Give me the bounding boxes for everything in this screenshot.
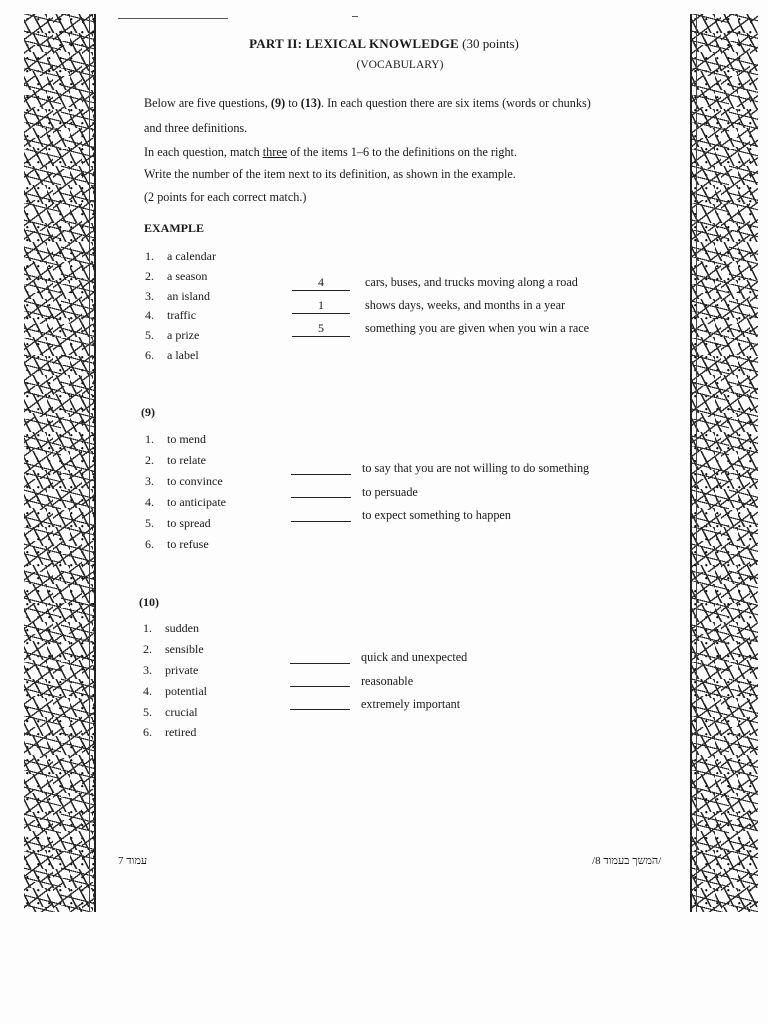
list-item <box>145 249 216 264</box>
list-item <box>143 684 207 699</box>
list-item <box>143 642 204 657</box>
definition-text: to persuade <box>362 485 418 499</box>
question-start-ref: (9) <box>270 96 286 110</box>
definition-text: quick and unexpected <box>361 650 468 664</box>
continued-note: /המשך בעמוד 8/ <box>592 855 662 867</box>
item-number: 2. <box>143 642 152 656</box>
question-10-label: (10) <box>139 595 159 609</box>
item-text: a season <box>167 269 208 283</box>
instruction-text: to <box>285 96 301 110</box>
definition-text: something you are given when you win a race <box>365 321 590 335</box>
item-number: 4. <box>143 684 152 698</box>
instruction-line-3 <box>144 145 517 160</box>
list-item <box>145 269 207 284</box>
item-text: to spread <box>167 516 211 530</box>
item-text: a label <box>167 348 199 362</box>
instruction-line-1 <box>144 96 591 111</box>
question-9-label: (9) <box>141 405 155 419</box>
page-subtitle: (VOCABULARY) <box>356 59 444 71</box>
definition-text: to expect something to happen <box>362 508 511 522</box>
list-item <box>143 663 198 678</box>
answer-blank[interactable] <box>290 663 350 664</box>
instruction-text: Below are five questions, <box>144 96 271 110</box>
definition-text: reasonable <box>361 674 414 688</box>
item-text: retired <box>165 725 197 739</box>
answer-blank <box>292 336 350 337</box>
item-text: traffic <box>167 308 197 322</box>
answer-blank <box>292 290 350 291</box>
item-number: 5. <box>143 705 152 719</box>
item-number: 6. <box>145 348 154 362</box>
list-item <box>143 725 196 740</box>
item-number: 3. <box>143 663 152 677</box>
list-item <box>145 328 199 343</box>
list-item <box>145 453 206 468</box>
page-title <box>0 36 768 52</box>
item-number: 3. <box>145 474 154 488</box>
page-number: עמוד 7 <box>118 855 148 867</box>
instruction-line-4: Write the number of the item next to its definition, as shown in the example. <box>144 167 516 181</box>
list-item <box>145 474 223 489</box>
definition-text: extremely important <box>361 697 461 711</box>
item-text: an island <box>167 289 210 303</box>
instruction-line-2: and three definitions. <box>144 121 248 135</box>
item-text: to anticipate <box>167 495 226 509</box>
instruction-line-5: (2 points for each correct match.) <box>144 190 307 204</box>
answer-value: 1 <box>318 298 324 312</box>
instruction-text: . In each question there are six items (words or chunks) <box>321 96 591 110</box>
item-number: 2. <box>145 453 154 467</box>
item-number: 4. <box>145 308 154 322</box>
item-text: potential <box>165 684 207 698</box>
answer-value: 5 <box>318 321 324 335</box>
item-text: crucial <box>165 705 198 719</box>
list-item <box>145 308 196 323</box>
answer-value: 4 <box>318 275 324 289</box>
list-item <box>145 432 206 447</box>
item-text: to relate <box>167 453 206 467</box>
top-tick <box>352 16 358 17</box>
answer-blank[interactable] <box>291 521 351 522</box>
item-text: sensible <box>165 642 204 656</box>
title-points: (30 points) <box>462 36 519 51</box>
definition-text: to say that you are not willing to do something <box>362 461 590 475</box>
item-text: sudden <box>165 621 199 635</box>
item-number: 2. <box>145 269 154 283</box>
list-item <box>143 705 198 720</box>
instruction-text: of the items 1–6 to the definitions on the right. <box>287 145 517 159</box>
question-end-ref: (13) <box>300 96 322 110</box>
item-number: 4. <box>145 495 154 509</box>
item-number: 1. <box>145 432 154 446</box>
item-text: private <box>165 663 199 677</box>
item-text: to mend <box>167 432 206 446</box>
item-text: to convince <box>167 474 223 488</box>
decorative-border-left <box>24 14 96 912</box>
answer-blank[interactable] <box>290 686 350 687</box>
list-item <box>145 348 199 363</box>
item-number: 1. <box>145 249 154 263</box>
item-number: 6. <box>143 725 152 739</box>
item-text: a calendar <box>167 249 216 263</box>
underlined-word: three <box>262 145 288 159</box>
answer-blank[interactable] <box>290 709 350 710</box>
item-number: 5. <box>145 516 154 530</box>
item-text: to refuse <box>167 537 209 551</box>
list-item <box>145 537 209 552</box>
list-item <box>145 289 210 304</box>
list-item <box>145 516 211 531</box>
decorative-border-right <box>690 14 758 912</box>
list-item <box>143 621 199 636</box>
item-number: 6. <box>145 537 154 551</box>
answer-blank <box>292 313 350 314</box>
item-number: 1. <box>143 621 152 635</box>
title-text: PART II: LEXICAL KNOWLEDGE <box>249 36 459 51</box>
instruction-text: In each question, match <box>144 145 263 159</box>
top-rule <box>118 18 228 19</box>
item-text: a prize <box>167 328 200 342</box>
list-item <box>145 495 226 510</box>
item-number: 3. <box>145 289 154 303</box>
answer-blank[interactable] <box>291 497 351 498</box>
definition-text: cars, buses, and trucks moving along a road <box>365 275 578 289</box>
item-number: 5. <box>145 328 154 342</box>
definition-text: shows days, weeks, and months in a year <box>365 298 566 312</box>
example-label: EXAMPLE <box>144 221 204 235</box>
answer-blank[interactable] <box>291 474 351 475</box>
